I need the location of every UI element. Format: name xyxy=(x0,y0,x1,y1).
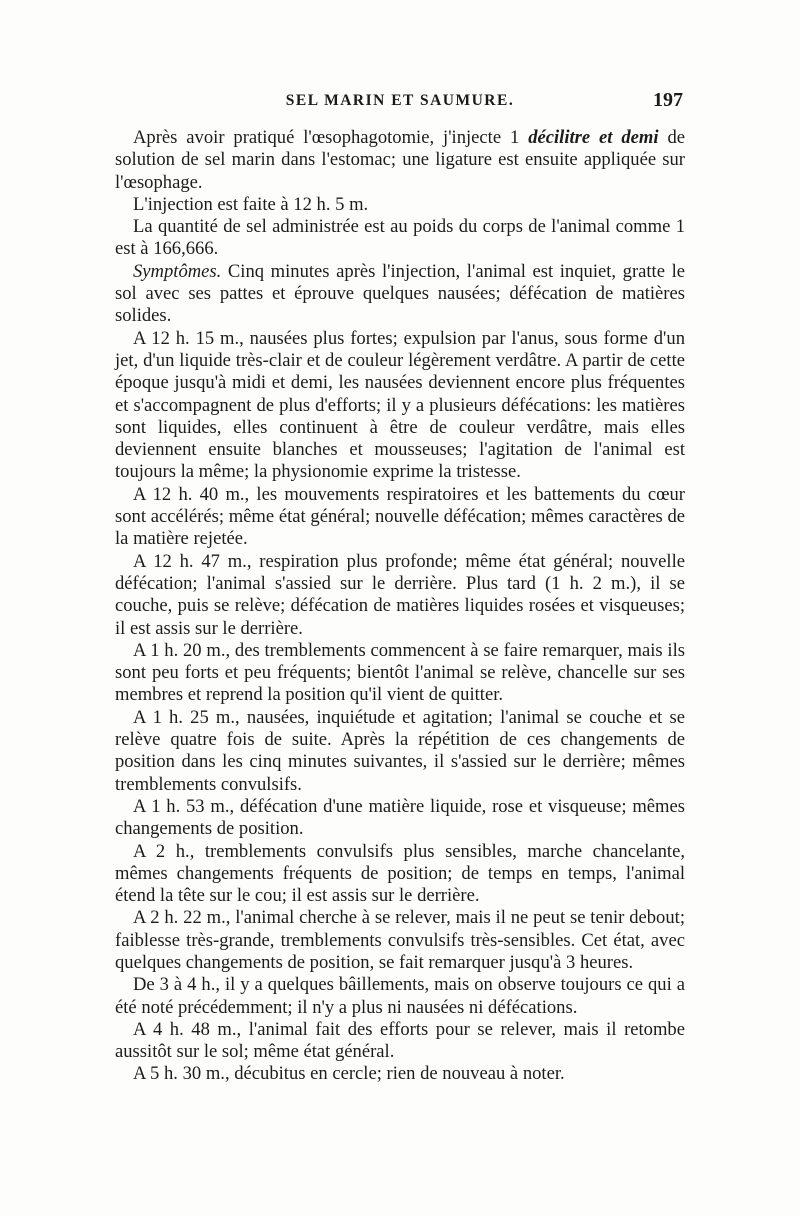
paragraph: A 5 h. 30 m., décubitus en cercle; rien de nouveau à noter. xyxy=(133,1063,565,1085)
paragraph: A 12 h. 47 m., respiration plus profonde; même état général; nouvelle défécation; l'animal s'assied sur le derrière. Plus tard (1 h. 2 m.), il se couche, puis se relève; défécation de matières liquides rosées et visqueuses; il est assis sur le derrière. xyxy=(115,550,685,639)
paragraph: De 3 à 4 h., il y a quelques bâillements, mais on observe toujours ce qui a été noté précédemment; il n'y a plus ni nausées ni défécations. xyxy=(115,974,685,1018)
running-title: SEL MARIN ET SAUMURE. xyxy=(285,92,515,109)
paragraph: A 1 h. 25 m., nausées, inquiétude et agitation; l'animal se couche et se relève quatre fois de suite. Après la répétition de ces changements de position dans les cinq minutes suivantes, il s'assied sur le derrière; mêmes tremblements convulsifs. xyxy=(115,706,685,795)
paragraph: A 2 h., tremblements convulsifs plus sensibles, marche chancelante, mêmes changements fréquents de position; de temps en temps, l'animal étend la tête sur le cou; il est assis sur le derrière. xyxy=(115,840,685,907)
paragraph: La quantité de sel administrée est au poids du corps de l'animal comme 1 est à 166,666. xyxy=(115,216,685,260)
paragraph: A 12 h. 40 m., les mouvements respiratoires et les battements du cœur sont accélérés; même état général; nouvelle défécation; mêmes caractères de la matière rejetée. xyxy=(115,483,685,550)
paragraph: Après avoir pratiqué l'œsophagotomie, j'injecte 1 décilitre et demi de solution de sel marin dans l'estomac; une ligature est ensuite appliquée sur l'œsophage. xyxy=(115,127,685,193)
paragraph: A 1 h. 20 m., des tremblements commencent à se faire remarquer, mais ils sont peu forts et peu fréquents; bientôt l'animal se relève, chancelle sur ses membres et reprend la position qu'il vient de quitter. xyxy=(115,639,685,706)
paragraph: A 4 h. 48 m., l'animal fait des efforts pour se relever, mais il retombe aussitôt sur le sol; même état général. xyxy=(115,1018,685,1063)
emphasis: décilitre et demi xyxy=(528,127,659,148)
paragraph: A 1 h. 53 m., défécation d'une matière liquide, rose et visqueuse; mêmes changements de position. xyxy=(115,795,685,840)
paragraph: Symptômes. Cinq minutes après l'injection, l'animal est inquiet, gratte le sol avec ses pattes et éprouve quelques nausées; défécation de matières solides. xyxy=(115,260,685,327)
page-header xyxy=(115,89,685,116)
paragraph: A 2 h. 22 m., l'animal cherche à se relever, mais il ne peut se tenir debout; faiblesse très-grande, tremblements convulsifs très-sensibles. Cet état, avec quelques changements de position, se fait remarquer jusqu'à 3 heures. xyxy=(115,907,685,973)
section-label: Symptômes. xyxy=(133,260,222,282)
paragraph: L'injection est faite à 12 h. 5 m. xyxy=(133,193,369,215)
body-text xyxy=(115,127,685,1086)
page-number: 197 xyxy=(653,89,683,111)
paragraph: A 12 h. 15 m., nausées plus fortes; expulsion par l'anus, sous forme d'un jet, d'un liquide très-clair et de couleur légèrement verdâtre. A partir de cette époque jusqu'à midi et demi, les nausées deviennent encore plus fréquentes et s'accompagnent de plus d'efforts; il y a plusieurs défécations: les matières sont liquides, elles continuent à être de couleur verdâtre, mais elles deviennent ensuite blanches et mousseuses; l'agitation de l'animal est toujours la même; la physionomie exprime la tristesse. xyxy=(115,327,685,483)
